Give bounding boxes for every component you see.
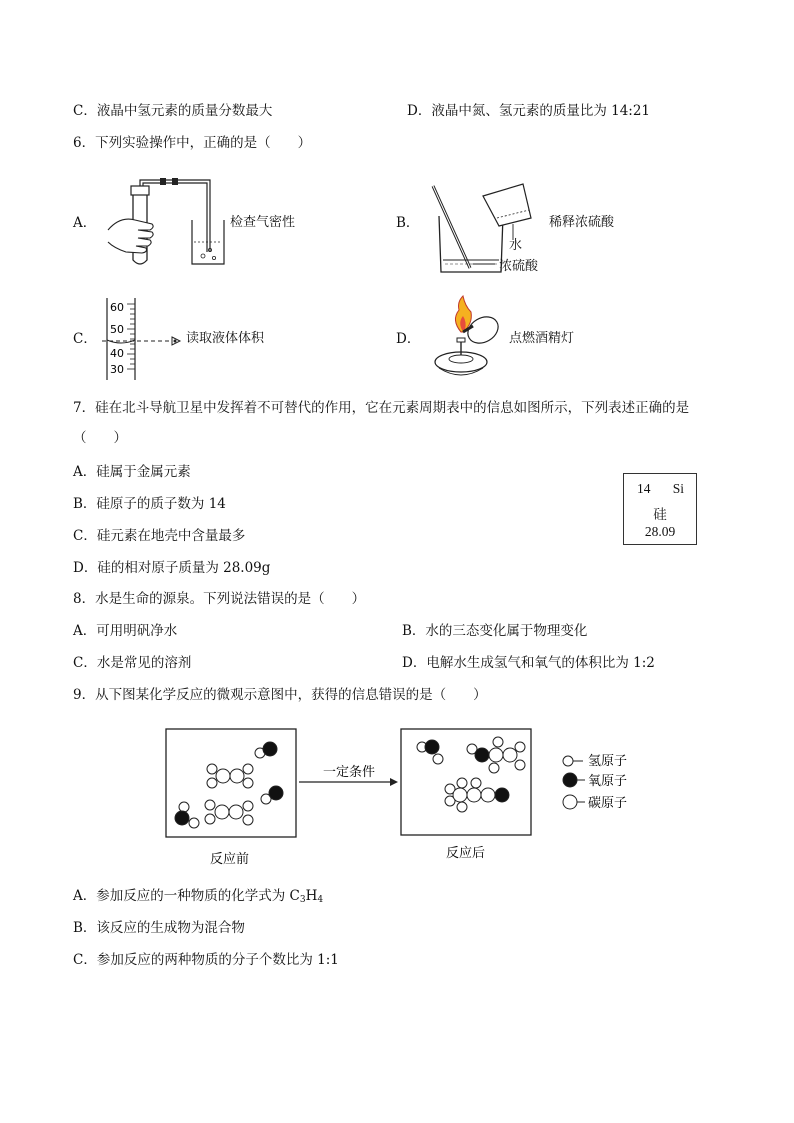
- q6-b-caption: 稀释浓硫酸: [549, 215, 615, 230]
- arrow-label: 一定条件: [323, 765, 376, 780]
- q5-option-c: C．液晶中氢元素的质量分数最大: [73, 103, 273, 119]
- tick-50: 50: [110, 323, 124, 336]
- q8-stem: 8．水是生命的源泉。下列说法错误的是（ ）: [73, 591, 366, 607]
- after-label: 反应后: [446, 846, 486, 861]
- q6-a-caption: 检查气密性: [230, 215, 296, 230]
- q8-option-a: A．可用明矾净水: [73, 623, 178, 639]
- tick-60: 60: [110, 301, 124, 314]
- hydrogen-atom-icon: [563, 756, 573, 766]
- q6-c-caption: 读取液体体积: [186, 331, 265, 346]
- q9-stem: 9．从下图某化学反应的微观示意图中，获得的信息错误的是（ ）: [73, 687, 487, 703]
- reaction-diagram: [160, 725, 650, 875]
- element-mass: 28.09: [644, 524, 676, 539]
- q6-b-water-label: 水: [509, 238, 523, 253]
- q6-d-caption: 点燃酒精灯: [509, 331, 575, 346]
- q6-option-d-letter: D．: [396, 331, 421, 347]
- legend-carbon: 碳原子: [588, 796, 628, 811]
- airtight-check-figure: [100, 172, 240, 272]
- q6-option-a-letter: A．: [73, 215, 97, 231]
- q6-option-b-letter: B．: [396, 215, 420, 231]
- element-symbol: Si: [672, 481, 684, 496]
- q7-option-d: D．硅的相对原子质量为 28.09g: [73, 560, 271, 576]
- graduated-cylinder-figure: [100, 296, 190, 384]
- q7-stem: 7．硅在北斗导航卫星中发挥着不可替代的作用，它在元素周期表中的信息如图所示，下列表述正确的是: [73, 400, 690, 416]
- element-number: 14: [637, 481, 651, 496]
- q9-option-c: C．参加反应的两种物质的分子个数比为 1:1: [73, 952, 339, 968]
- carbon-atom-icon: [563, 795, 577, 809]
- q7-option-b: B．硅原子的质子数为 14: [73, 496, 226, 512]
- element-card-silicon: [623, 473, 697, 545]
- q6-b-acid-label: 浓硫酸: [499, 259, 539, 274]
- q8-option-b: B．水的三态变化属于物理变化: [402, 623, 588, 639]
- q9-option-b: B．该反应的生成物为混合物: [73, 920, 245, 936]
- q8-option-c: C．水是常见的溶剂: [73, 655, 192, 671]
- element-name: 硅: [653, 507, 667, 522]
- oxygen-atom-icon: [563, 773, 577, 787]
- tick-40: 40: [110, 347, 124, 360]
- q7-option-c: C．硅元素在地壳中含量最多: [73, 528, 246, 544]
- alcohol-lamp-figure: [425, 292, 507, 382]
- q9-option-a: A．参加反应的一种物质的化学式为 $C_3H_4$: [73, 888, 324, 905]
- q7-option-a: A．硅属于金属元素: [73, 464, 191, 480]
- tick-30: 30: [110, 363, 124, 376]
- q5-option-d: D．液晶中氮、氢元素的质量比为 14:21: [407, 103, 651, 119]
- q8-option-d: D．电解水生成氢气和氧气的体积比为 1:2: [402, 655, 655, 671]
- q7-paren: （ ）: [73, 430, 127, 446]
- before-label: 反应前: [210, 852, 250, 867]
- legend-oxygen: 氧原子: [588, 774, 628, 789]
- legend-hydrogen: 氢原子: [588, 754, 628, 769]
- q6-option-c-letter: C．: [73, 331, 97, 347]
- q6-stem: 6．下列实验操作中，正确的是（ ）: [73, 135, 312, 151]
